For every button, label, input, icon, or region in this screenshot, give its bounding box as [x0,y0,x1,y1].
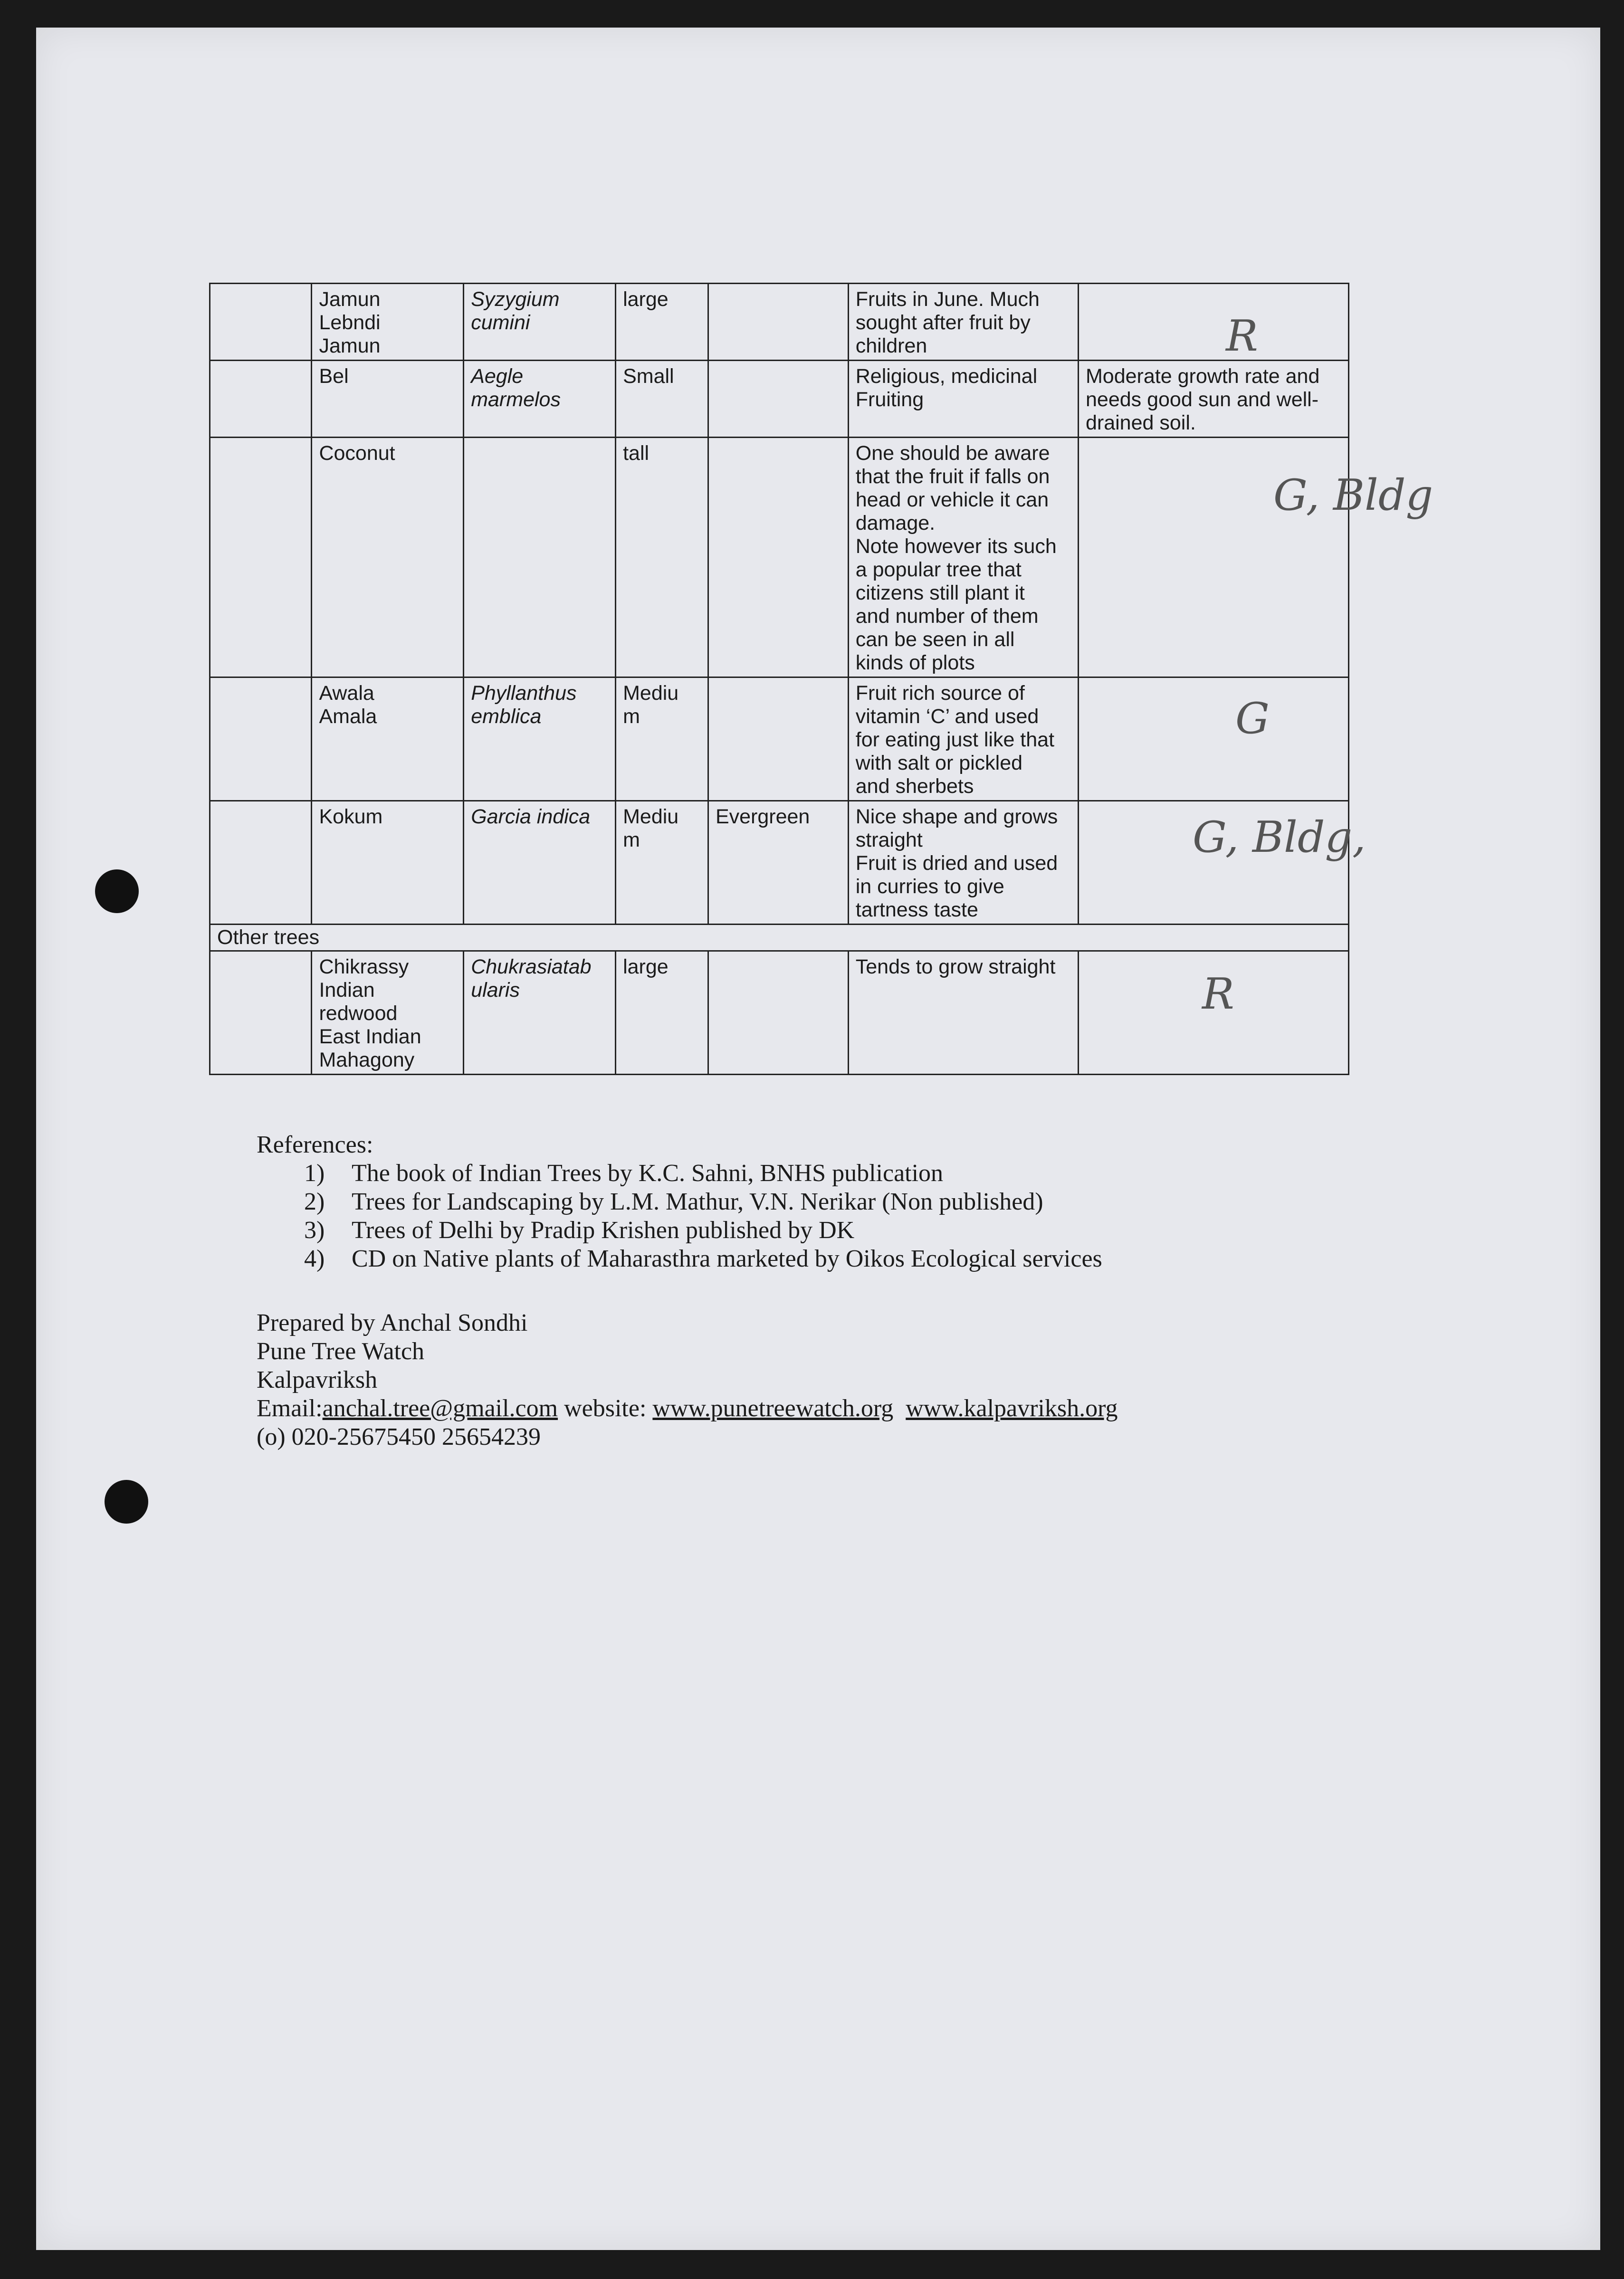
blank-cell [210,677,312,801]
common-name-cell: Coconut [312,438,464,677]
scientific-name-cell: Garcia indica [464,801,616,925]
handwritten-note-r4: G [1235,694,1270,744]
common-name-cell: Jamun Lebndi Jamun [312,284,464,361]
type-cell [708,361,848,438]
reference-item: 4) CD on Native plants of Maharasthra marketed by Oikos Ecological services [304,1245,1102,1272]
size-cell: large [616,284,708,361]
prepared-by: Prepared by Anchal Sondhi [257,1309,528,1336]
type-cell [708,284,848,361]
size-cell: Mediu m [616,801,708,925]
table-row [210,361,1349,438]
type-cell [708,677,848,801]
table-row [210,951,1349,1075]
blank-cell [210,361,312,438]
scientific-name-cell: Phyllanthus emblica [464,677,616,801]
common-name-cell: Kokum [312,801,464,925]
notes-cell: Tends to grow straight [848,951,1078,1075]
scientific-name-cell: Syzygium cumini [464,284,616,361]
table-row [210,284,1349,361]
website-link[interactable]: www.punetreewatch.org [652,1395,894,1422]
handwritten-note-r7: R [1202,969,1234,1019]
reference-item: 1) The book of Indian Trees by K.C. Sahni, BNHS publication [304,1160,944,1187]
table-row [210,801,1349,925]
punch-hole-bottom [105,1480,148,1524]
size-cell: Small [616,361,708,438]
type-cell [708,438,848,677]
org-name: Pune Tree Watch [257,1338,425,1365]
remarks-cell [1078,284,1348,361]
type-cell: Evergreen [708,801,848,925]
reference-item: 3) Trees of Delhi by Pradip Krishen published by DK [304,1217,855,1244]
references-title: References: [257,1131,373,1158]
table-row [210,677,1349,801]
notes-cell: Fruits in June. Much sought after fruit by children [848,284,1078,361]
scientific-name-cell [464,438,616,677]
size-cell: large [616,951,708,1075]
scientific-name-cell: Aegle marmelos [464,361,616,438]
size-cell: tall [616,438,708,677]
blank-cell [210,438,312,677]
common-name-cell: Bel [312,361,464,438]
contact-line: Email:anchal.tree@gmail.com website: www.punetreewatch.org www.kalpavriksh.org [257,1395,1118,1422]
contact-block [257,1309,1444,1451]
notes-cell: Nice shape and grows straight Fruit is dried and used in curries to give tartness taste [848,801,1078,925]
section-row [210,925,1349,951]
blank-cell [210,801,312,925]
org-name: Kalpavriksh [257,1366,378,1393]
phone-line: (o) 020-25675450 25654239 [257,1423,541,1450]
reference-item: 2) Trees for Landscaping by L.M. Mathur, V.N. Nerikar (Non published) [304,1188,1043,1215]
tree-table [209,283,1349,1075]
size-cell: Mediu m [616,677,708,801]
references-list [257,1159,1444,1273]
handwritten-note-r5: G, Bldg, [1193,812,1366,862]
type-cell [708,951,848,1075]
handwritten-note-r1: R [1226,311,1258,361]
common-name-cell: Awala Amala [312,677,464,801]
notes-cell: Fruit rich source of vitamin ‘C’ and used for eating just like that with salt or pickled and sherbets [848,677,1078,801]
tree-table-body [210,284,1349,1075]
blank-cell [210,951,312,1075]
remarks-cell [1078,677,1348,801]
website-link[interactable]: www.kalpavriksh.org [906,1395,1118,1422]
notes-cell: One should be aware that the fruit if falls on head or vehicle it can damage. Note however its such a popular tree that citizens still plant it and number of them can be seen in all kinds of plots [848,438,1078,677]
references-block [257,1131,1444,1273]
handwritten-note-r3: G, Bldg [1273,470,1433,520]
table-row [210,438,1349,677]
email-link[interactable]: anchal.tree@gmail.com [322,1395,558,1422]
notes-cell: Religious, medicinal Fruiting [848,361,1078,438]
section-label: Other trees [210,925,1349,951]
punch-hole-top [95,869,139,913]
remarks-cell: Moderate growth rate and needs good sun and well- drained soil. [1078,361,1348,438]
blank-cell [210,284,312,361]
common-name-cell: Chikrassy Indian redwood East Indian Mahagony [312,951,464,1075]
scientific-name-cell: Chukrasiatab ularis [464,951,616,1075]
